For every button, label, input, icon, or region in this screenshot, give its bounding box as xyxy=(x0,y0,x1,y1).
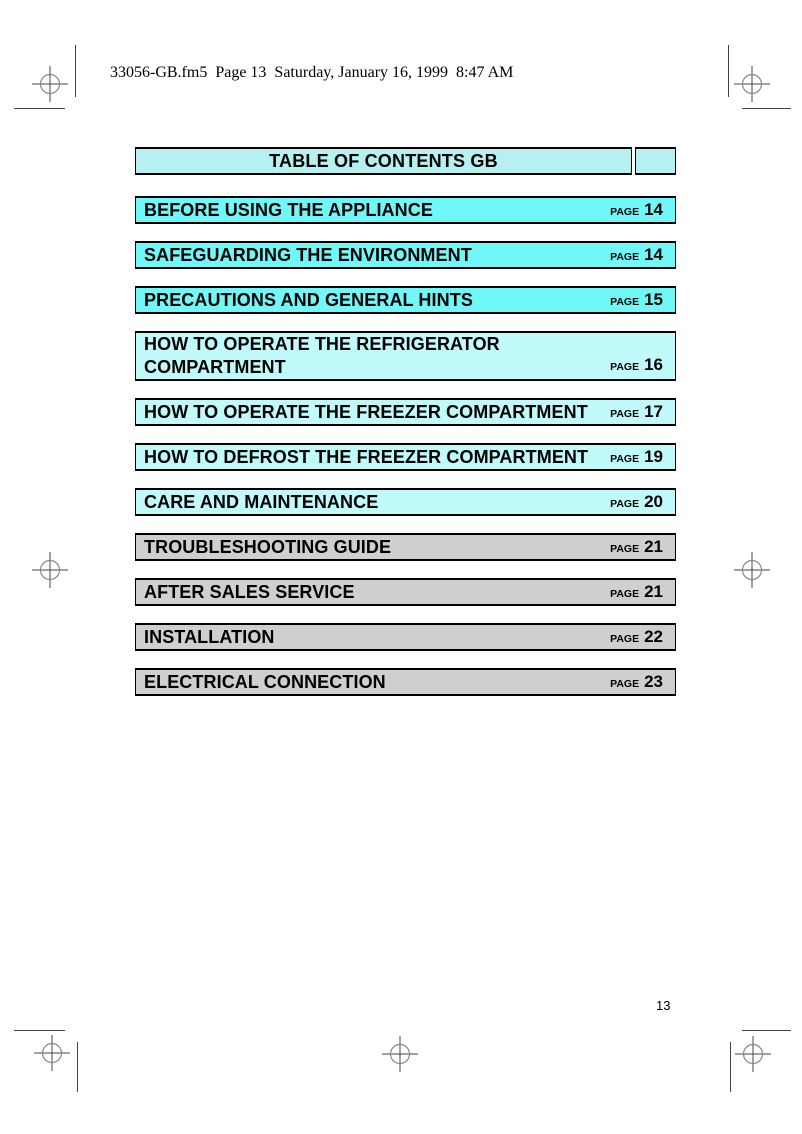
page-number-value: 15 xyxy=(644,290,663,309)
toc-entry-page-ref xyxy=(610,627,663,647)
toc-entry-installation xyxy=(135,623,676,651)
crop-mark-line xyxy=(742,108,791,109)
toc-title-label: TABLE OF CONTENTS GB xyxy=(269,150,498,171)
registration-crosshair-icon xyxy=(382,1036,418,1072)
toc-entry-page-ref xyxy=(610,355,663,375)
toc-entry-title: PRECAUTIONS AND GENERAL HINTS xyxy=(144,289,473,310)
page-number-value: 22 xyxy=(644,627,663,646)
toc-entry-title: AFTER SALES SERVICE xyxy=(144,581,355,602)
toc-corner-box xyxy=(635,147,676,175)
toc-entry-title: ELECTRICAL CONNECTION xyxy=(144,671,386,692)
toc-entry-precautions xyxy=(135,286,676,314)
toc-entry-electrical xyxy=(135,668,676,696)
registration-crosshair-icon xyxy=(735,1036,771,1072)
toc-entry-after-sales xyxy=(135,578,676,606)
registration-crosshair-icon xyxy=(734,66,770,102)
toc-entry-title: TROUBLESHOOTING GUIDE xyxy=(144,536,392,557)
page-label: PAGE xyxy=(610,361,640,373)
toc-entry-before-using xyxy=(135,196,676,224)
page-number-value: 19 xyxy=(644,447,663,466)
toc-entry-title: CARE AND MAINTENANCE xyxy=(144,491,379,512)
toc-entry-title: HOW TO OPERATE THE FREEZER COMPARTMENT xyxy=(144,401,588,422)
page-number-value: 20 xyxy=(644,492,663,511)
toc-entry-page-ref xyxy=(610,492,663,512)
toc-entry-operate-refrigerator xyxy=(135,331,676,381)
toc-entry-title: HOW TO OPERATE THE REFRIGERATOR COMPARTMENT xyxy=(144,334,500,377)
toc-entry-page-ref xyxy=(610,290,663,310)
page-label: PAGE xyxy=(610,498,640,510)
registration-crosshair-icon xyxy=(34,1035,70,1071)
toc-entry-troubleshooting xyxy=(135,533,676,561)
toc-entry-page-ref xyxy=(610,447,663,467)
toc-entry-page-ref xyxy=(610,402,663,422)
toc-entry-page-ref xyxy=(610,245,663,265)
toc-entry-operate-freezer xyxy=(135,398,676,426)
page-number-value: 23 xyxy=(644,672,663,691)
page-number-value: 14 xyxy=(644,245,663,264)
page-number-value: 17 xyxy=(644,402,663,421)
crop-mark-line xyxy=(75,45,76,97)
page-label: PAGE xyxy=(610,251,640,263)
crop-mark-line xyxy=(77,1042,78,1092)
registration-crosshair-icon xyxy=(734,552,770,588)
page-label: PAGE xyxy=(610,296,640,308)
toc-entry-safeguarding xyxy=(135,241,676,269)
crop-mark-line xyxy=(742,1030,791,1031)
page-number-value: 14 xyxy=(644,200,663,219)
document-header-line: 33056-GB.fm5 Page 13 Saturday, January 16, 1999 8:47 AM xyxy=(110,64,514,81)
toc-entry-care-maintenance xyxy=(135,488,676,516)
page-number-value: 16 xyxy=(644,355,663,374)
page-number-value: 21 xyxy=(644,582,663,601)
crop-mark-line xyxy=(730,1042,731,1092)
toc-entry-title: BEFORE USING THE APPLIANCE xyxy=(144,199,433,220)
crop-mark-line xyxy=(14,1030,65,1031)
folio-page-number: 13 xyxy=(656,998,671,1013)
table-of-contents xyxy=(135,147,676,713)
toc-entry-page-ref xyxy=(610,582,663,602)
toc-header-row xyxy=(135,147,676,175)
toc-entry-page-ref xyxy=(610,672,663,692)
page-number-value: 21 xyxy=(644,537,663,556)
toc-title xyxy=(135,147,632,175)
registration-crosshair-icon xyxy=(32,552,68,588)
registration-crosshair-icon xyxy=(32,66,68,102)
page-label: PAGE xyxy=(610,633,640,645)
toc-entry-page-ref xyxy=(610,537,663,557)
crop-mark-line xyxy=(728,45,729,97)
toc-entry-title: HOW TO DEFROST THE FREEZER COMPARTMENT xyxy=(144,446,589,467)
page-label: PAGE xyxy=(610,408,640,420)
toc-entry-page-ref xyxy=(610,200,663,220)
page-label: PAGE xyxy=(610,678,640,690)
page-label: PAGE xyxy=(610,588,640,600)
page-label: PAGE xyxy=(610,453,640,465)
toc-entry-title: SAFEGUARDING THE ENVIRONMENT xyxy=(144,244,472,265)
toc-entry-title: INSTALLATION xyxy=(144,626,275,647)
page-label: PAGE xyxy=(610,206,640,218)
toc-entry-defrost-freezer xyxy=(135,443,676,471)
page-label: PAGE xyxy=(610,543,640,555)
crop-mark-line xyxy=(14,108,65,109)
